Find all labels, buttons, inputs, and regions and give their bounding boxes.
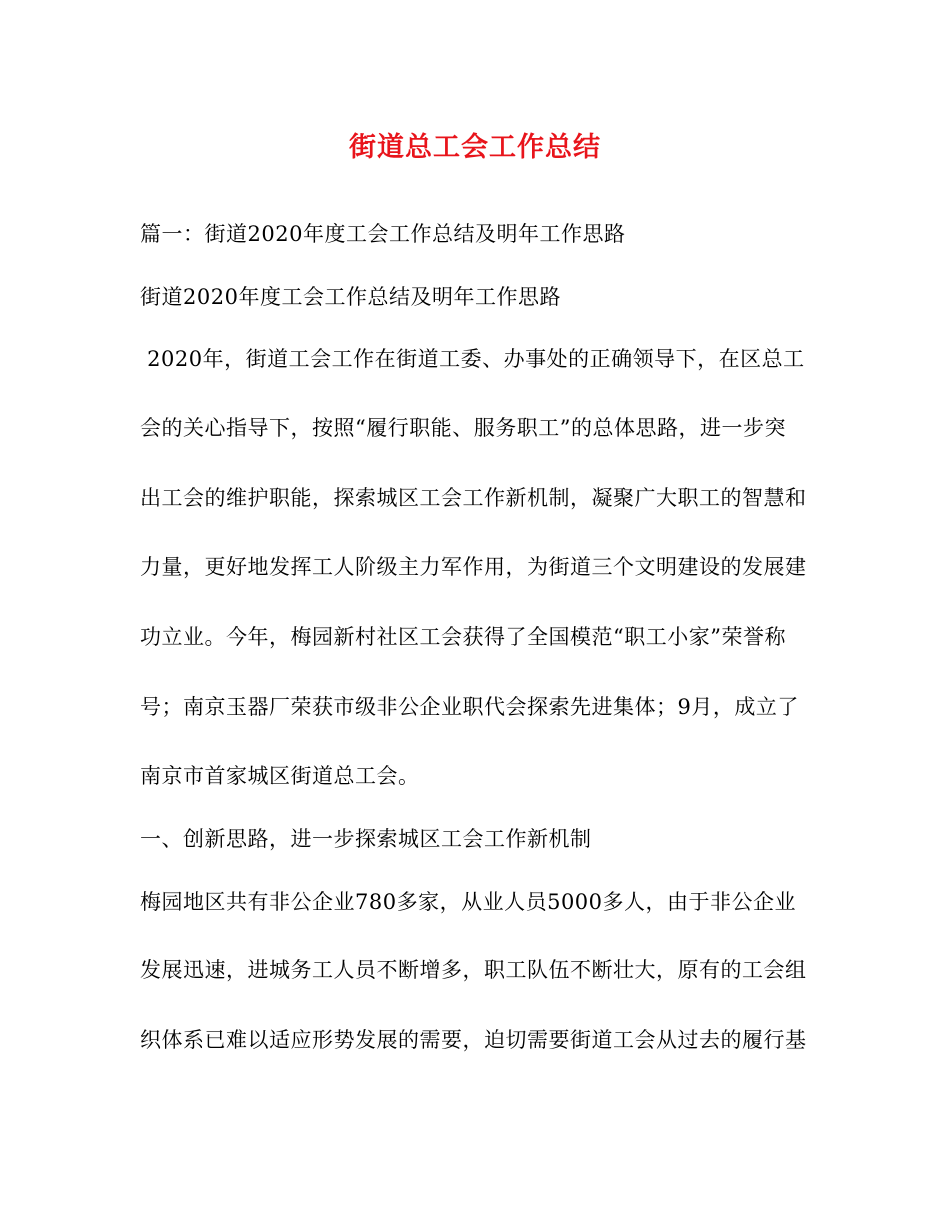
paragraph-line: 2020年，街道工会工作在街道工委、办事处的正确领导下，在区总工	[140, 347, 805, 371]
paragraph-line: 发展迅速，进城务工人员不断增多，职工队伍不断壮大，原有的工会组	[140, 958, 807, 982]
paragraph-line: 力量，更好地发挥工人阶级主力军作用，为街道三个文明建设的发展建	[140, 555, 807, 579]
paragraph-line: 南京市首家城区街道总工会。	[140, 764, 420, 788]
paragraph-line: 号；南京玉器厂荣获市级非公企业职代会探索先进集体；9月，成立了	[140, 695, 799, 719]
section-heading: 篇一：街道2020年度工会工作总结及明年工作思路	[140, 222, 626, 246]
paragraph-line: 织体系已难以适应形势发展的需要，迫切需要街道工会从过去的履行基	[140, 1028, 807, 1052]
section-heading: 一、创新思路，进一步探索城区工会工作新机制	[140, 827, 592, 851]
paragraph-line: 梅园地区共有非公企业780多家，从业人员5000多人，由于非公企业	[140, 890, 797, 914]
paragraph-line: 出工会的维护职能，探索城区工会工作新机制，凝聚广大职工的智慧和	[140, 486, 807, 510]
document-title: 街道总工会工作总结	[349, 132, 601, 163]
paragraph-line: 会的关心指导下，按照“履行职能、服务职工”的总体思路，进一步突	[140, 416, 786, 440]
paragraph-line: 功立业。今年，梅园新村社区工会获得了全国模范“职工小家”荣誉称	[140, 625, 786, 649]
subheading: 街道2020年度工会工作总结及明年工作思路	[140, 285, 561, 309]
